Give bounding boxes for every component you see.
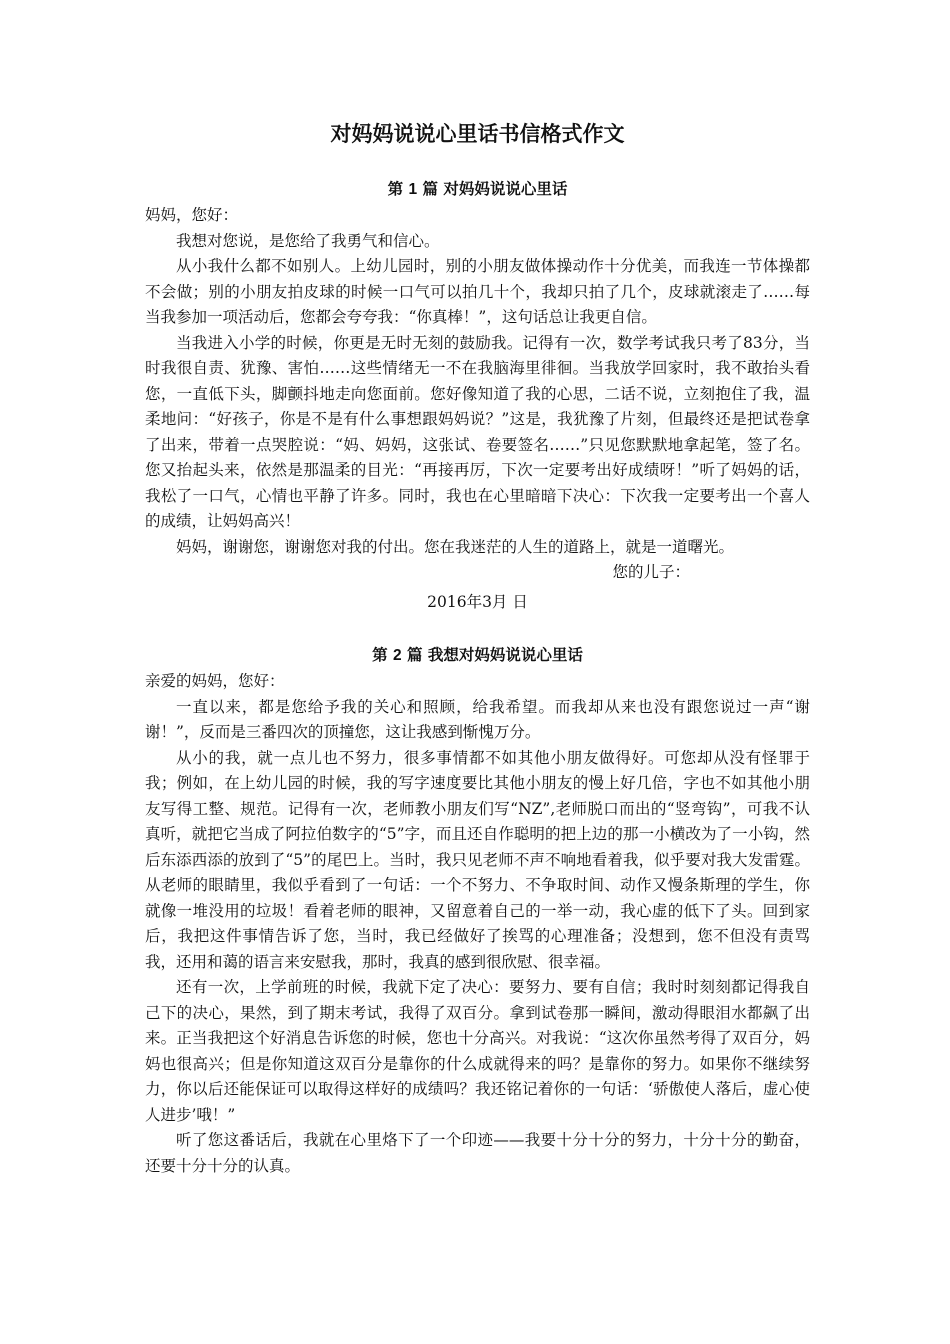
section-1-heading-prefix: 第 xyxy=(387,180,404,198)
section-2-heading-prefix: 第 xyxy=(372,646,388,664)
section-1-heading xyxy=(145,176,810,203)
section-divider xyxy=(145,615,810,642)
section-1-heading-text: 篇 对妈妈说说心里话 xyxy=(422,180,568,198)
section-1-signature: 您的儿子： xyxy=(612,563,690,581)
section-2-paragraph-1: 一直以来，都是您给予我的关心和照顾，给我希望。而我却从来也没有跟您说过一声“谢谢！”，反而是三番四次的顶撞您，这让我感到惭愧万分。 xyxy=(145,697,810,741)
section-1-paragraph-4: 妈妈，谢谢您，谢谢您对我的付出。您在我迷茫的人生的道路上，就是一道曙光。 xyxy=(176,537,735,556)
section-2-paragraph-4: 听了您这番话后，我就在心里烙下了一个印迹——我要十分十分的努力，十分十分的勤奋，还要十分十分的认真。 xyxy=(145,1131,810,1175)
document-title: 对妈妈说说心里话书信格式作文 xyxy=(330,122,625,146)
section-1-salutation: 妈妈，您好： xyxy=(145,206,239,224)
document-page xyxy=(145,118,810,1179)
section-2-heading xyxy=(145,642,810,669)
section-1 xyxy=(145,176,810,615)
section-1-paragraph-1: 我想对您说，是您给了我勇气和信心。 xyxy=(176,231,440,250)
section-1-paragraph-3: 当我进入小学的时候，你更是无时无刻的鼓励我。记得有一次，数学考试我只考了83分，当时我很自责、犹豫、害怕……这些情绪无一不在我脑海里徘徊。当我放学回家时，我不敢抬头看您，一直低下头，脚颤抖地走向您面前。您好像知道了我的心思，二话不说，立刻抱住了我，温柔地问：“好孩子，你是不是有什么事想跟妈妈说？”这是，我犹豫了片刻，但最终还是把试卷拿了出来，带着一点哭腔说：“妈、妈妈，这张试、卷要签名……”只见您默默地拿起笔，签了名。您又抬起头来，依然是那温柔的目光：“再接再厉，下次一定要考出好成绩呀！”听了妈妈的话，我松了一口气，心情也平静了许多。同时，我也在心里暗暗下决心：下次我一定要考出一个喜人的成绩，让妈妈高兴！ xyxy=(145,333,810,530)
section-2-paragraph-3: 还有一次，上学前班的时候，我就下定了决心：要努力、要有自信；我时时刻刻都记得我自己下的决心，果然，到了期末考试，我得了双百分。拿到试卷那一瞬间，激动得眼泪水都飙了出来。正当我把这个好消息告诉您的时候，您也十分高兴。对我说：“这次你虽然考得了双百分，妈妈也很高兴；但是你知道这双百分是靠你的什么成就得来的吗？是靠你的努力。如果你不继续努力，你以后还能保证可以取得这样好的成绩吗？我还铭记着你的一句话：‘骄傲使人落后，虚心使人进步’哦！” xyxy=(145,978,810,1124)
section-2-heading-text: 篇 我想对妈妈说说心里话 xyxy=(407,646,583,664)
section-2 xyxy=(145,642,810,1179)
section-2-heading-number: 2 xyxy=(392,647,402,664)
section-1-date: 2016年3月 日 xyxy=(427,592,528,611)
section-2-salutation: 亲爱的妈妈，您好： xyxy=(145,672,285,690)
section-2-paragraph-2: 从小的我，就一点儿也不努力，很多事情都不如其他小朋友做得好。可您却从没有怪罪于我；例如，在上幼儿园的时候，我的写字速度要比其他小朋友的慢上好几倍，字也不如其他小朋友写得工整、规范。记得有一次，老师教小朋友们写“NZ”,老师脱口而出的“竖弯钩”，可我不认真听，就把它当成了阿拉伯数字的“5”字，而且还自作聪明的把上边的那一小横改为了一小钩，然后东添西添的放到了“5”的尾巴上。当时，我只见老师不声不响地看着我，似乎要对我大发雷霆。从老师的眼睛里，我似乎看到了一句话：一个不努力、不争取时间、动作又慢条斯理的学生，你就像一堆没用的垃圾！看着老师的眼神，又留意着自己的一举一动，我心虚的低下了头。回到家后，我把这件事情告诉了您，当时，我已经做好了挨骂的心理准备；没想到，您不但没有责骂我，还用和蔼的语言来安慰我，那时，我真的感到很欣慰、很幸福。 xyxy=(145,748,810,971)
section-1-heading-number: 1 xyxy=(408,181,418,198)
section-1-paragraph-2: 从小我什么都不如别人。上幼儿园时，别的小朋友做体操动作十分优美，而我连一节体操都不会做；别的小朋友拍皮球的时候一口气可以拍几十个，我却只拍了几个，皮球就滚走了……每当我参加一项活动后，您都会夸夸我：“你真棒！”，这句话总让我更自信。 xyxy=(145,257,810,326)
